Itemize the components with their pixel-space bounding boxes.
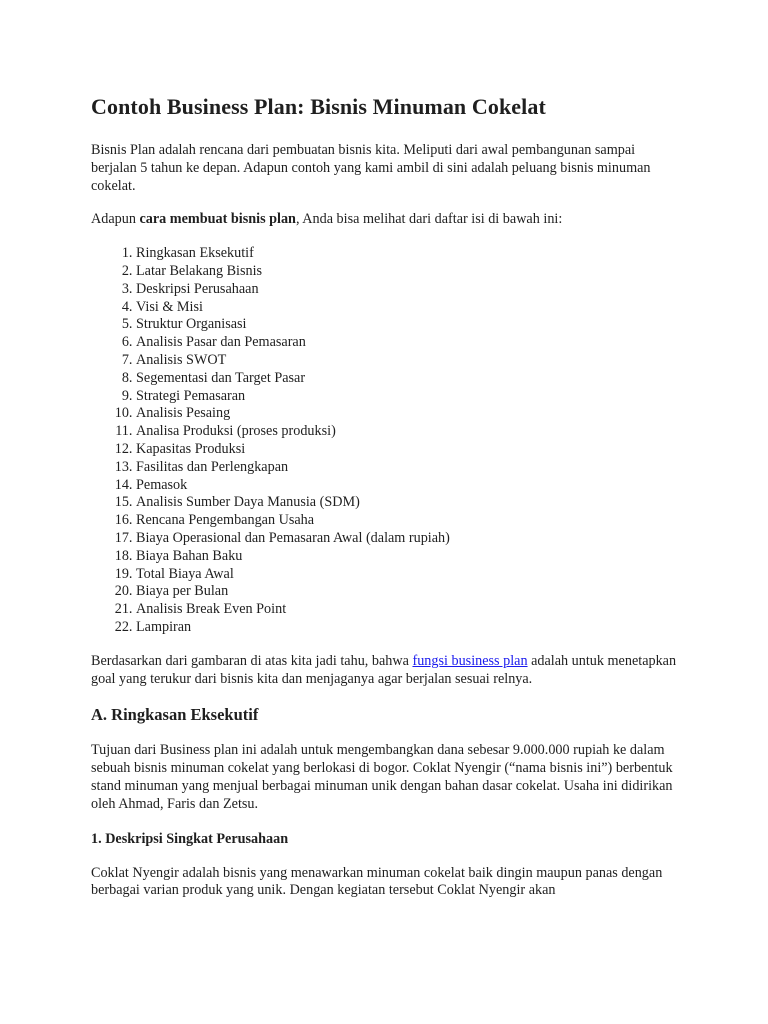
toc-list-item: 3. Deskripsi Perusahaan [136, 281, 681, 299]
toc-list-item: 20. Biaya per Bulan [136, 583, 681, 601]
toc-list-item: 15. Analisis Sumber Daya Manusia (SDM) [136, 494, 681, 512]
toc-list-item: 16. Rencana Pengembangan Usaha [136, 512, 681, 530]
toc-intro-text-after: , Anda bisa melihat dari daftar isi di bawah ini: [295, 211, 563, 228]
toc-list-item: 12. Kapasitas Produksi [136, 441, 681, 459]
toc-list-item: 4. Visi & Misi [136, 299, 681, 317]
business-plan-function-link[interactable]: fungsi business plan [412, 652, 528, 669]
document-page [91, 92, 681, 916]
toc-list-item: 14. Pemasok [136, 477, 681, 495]
toc-list-item: 7. Analisis SWOT [136, 352, 681, 370]
toc-list-item: 22. Lampiran [136, 619, 681, 637]
toc-list-item: 11. Analisa Produksi (proses produksi) [136, 423, 681, 441]
toc-list-item: 9. Strategi Pemasaran [136, 388, 681, 406]
toc-intro-paragraph [91, 211, 681, 229]
summary-text-after: adalah untuk menetapkan goal yang terukur dari bisnis kita dan menjaganya agar berjalan sesuai relnya. [91, 652, 677, 687]
toc-list-item: 2. Latar Belakang Bisnis [136, 263, 681, 281]
toc-list-item: 18. Biaya Bahan Baku [136, 548, 681, 566]
page-title: Contoh Business Plan: Bisnis Minuman Cokelat [91, 94, 546, 119]
section-a-heading: A. Ringkasan Eksekutif [91, 705, 259, 725]
subsection-1-paragraph: Coklat Nyengir adalah bisnis yang menawarkan minuman cokelat baik dingin maupun panas dengan berbagai varian produk yang unik. Dengan kegiatan tersebut Coklat Nyengir akan [91, 864, 663, 899]
subsection-1-heading: 1. Deskripsi Singkat Perusahaan [91, 830, 289, 847]
toc-list-item: 17. Biaya Operasional dan Pemasaran Awal (dalam rupiah) [136, 530, 681, 548]
summary-text-before: Berdasarkan dari gambaran di atas kita jadi tahu, bahwa [91, 652, 413, 669]
table-of-contents-list [91, 245, 681, 637]
toc-list-item: 6. Analisis Pasar dan Pemasaran [136, 334, 681, 352]
toc-list-item: 10. Analisis Pesaing [136, 405, 681, 423]
toc-intro-text-before: Adapun [91, 211, 140, 228]
toc-list-item: 8. Segementasi dan Target Pasar [136, 370, 681, 388]
toc-list-item: 5. Struktur Organisasi [136, 316, 681, 334]
intro-paragraph: Bisnis Plan adalah rencana dari pembuatan bisnis kita. Meliputi dari awal pembangunan sampai berjalan 5 tahun ke depan. Adapun contoh yang kami ambil di sini adalah peluang bisnis minuman cokelat. [91, 142, 651, 194]
section-a-paragraph: Tujuan dari Business plan ini adalah untuk mengembangkan dana sebesar 9.000.000 rupiah ke dalam sebuah bisnis minuman cokelat yang berlokasi di bogor. Coklat Nyengir (“nama bisnis ini”) berbentuk stand minuman yang menjual berbagai minuman unik dengan bahan dasar cokelat. Usaha ini didirikan oleh Ahmad, Faris dan Zetsu. [91, 742, 673, 812]
toc-list-item: 1. Ringkasan Eksekutif [136, 245, 681, 263]
toc-list-item: 13. Fasilitas dan Perlengkapan [136, 459, 681, 477]
toc-list-item: 21. Analisis Break Even Point [136, 601, 681, 619]
toc-list-item: 19. Total Biaya Awal [136, 566, 681, 584]
toc-intro-bold-text: cara membuat bisnis plan [139, 211, 296, 228]
summary-paragraph [91, 653, 681, 689]
